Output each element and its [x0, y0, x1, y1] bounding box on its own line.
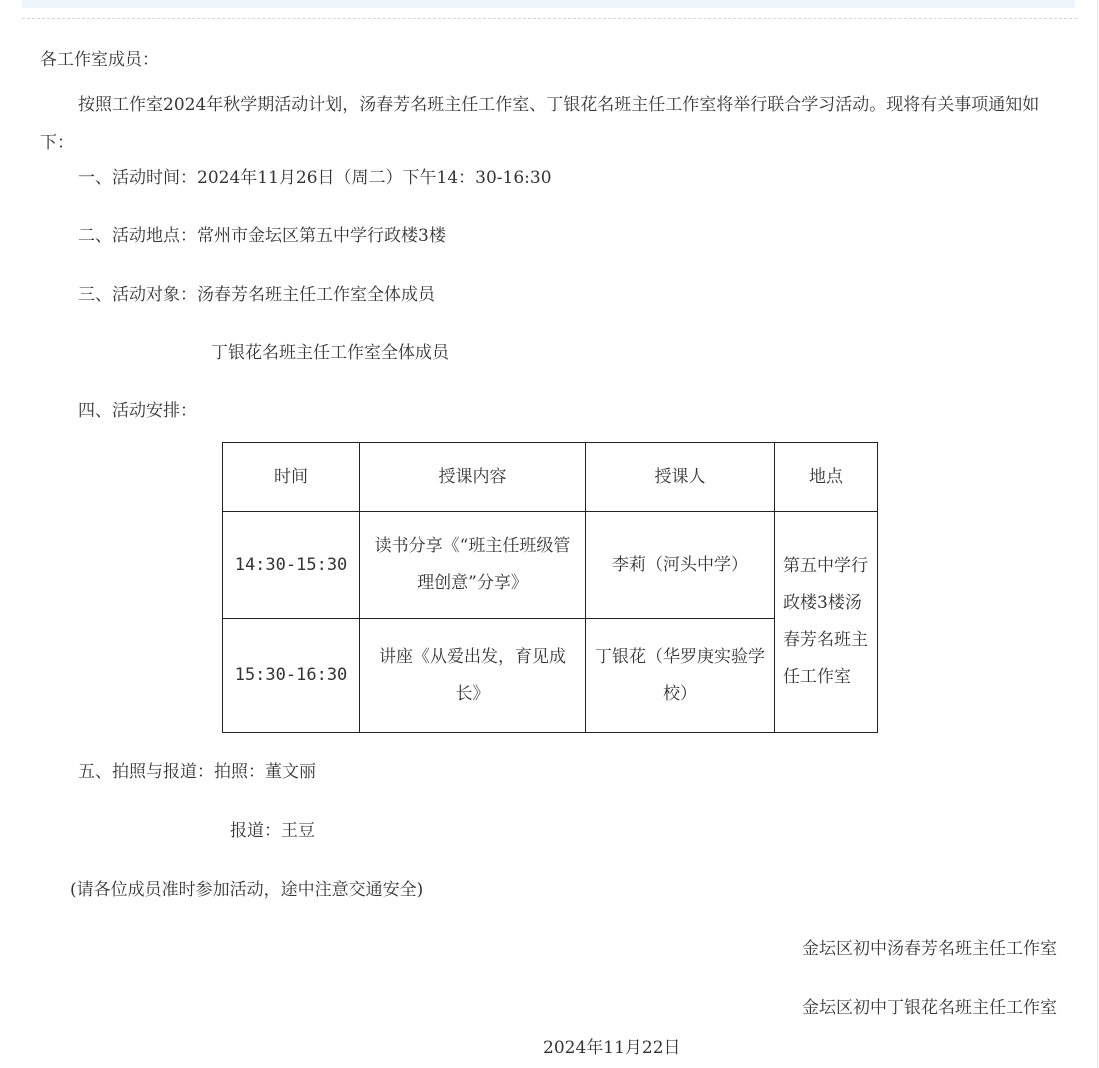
- cell-content: 讲座《从爱出发，育见成长》: [360, 619, 586, 733]
- cell-time: 15:30-16:30: [223, 619, 360, 733]
- table-header-row: [223, 443, 878, 512]
- page-edge: [1097, 0, 1098, 1068]
- item-location: 二、活动地点：常州市金坛区第五中学行政楼3楼: [78, 226, 446, 246]
- cell-venue: 第五中学行政楼3楼汤春芳名班主任工作室: [775, 512, 878, 733]
- safety-note: (请各位成员准时参加活动，途中注意交通安全): [70, 880, 424, 900]
- intro-paragraph: 按照工作室2024年秋学期活动计划，汤春芳名班主任工作室、丁银花名班主任工作室将举行联合学习活动。现将有关事项通知如下：: [40, 95, 1040, 153]
- item-target-2: 丁银花名班主任工作室全体成员: [211, 343, 449, 363]
- item-time: 一、活动时间：2024年11月26日（周二）下午14：30-16:30: [78, 168, 552, 188]
- notice-date: 2024年11月22日: [543, 1038, 681, 1058]
- header-cell-time: 时间: [223, 443, 360, 512]
- cell-speaker: 李莉（河头中学）: [586, 512, 775, 619]
- item-report: 报道：王豆: [230, 821, 315, 841]
- table-row: [223, 512, 878, 619]
- header-band: [22, 0, 1075, 8]
- cell-content: 读书分享《“班主任班级管理创意”分享》: [360, 512, 586, 619]
- signature-1: 金坛区初中汤春芳名班主任工作室: [802, 939, 1057, 959]
- signature-2: 金坛区初中丁银花名班主任工作室: [802, 998, 1057, 1018]
- greeting: 各工作室成员：: [40, 50, 159, 70]
- schedule-table: [222, 442, 878, 733]
- cell-speaker: 丁银花（华罗庚实验学校）: [586, 619, 775, 733]
- item-photo: 五、拍照与报道：拍照：董文丽: [78, 762, 316, 782]
- divider: [22, 18, 1077, 19]
- header-cell-speaker: 授课人: [586, 443, 775, 512]
- item-arrangement: 四、活动安排：: [78, 401, 197, 421]
- cell-time: 14:30-15:30: [223, 512, 360, 619]
- item-target: 三、活动对象：汤春芳名班主任工作室全体成员: [78, 285, 435, 305]
- header-cell-venue: 地点: [775, 443, 878, 512]
- header-cell-content: 授课内容: [360, 443, 586, 512]
